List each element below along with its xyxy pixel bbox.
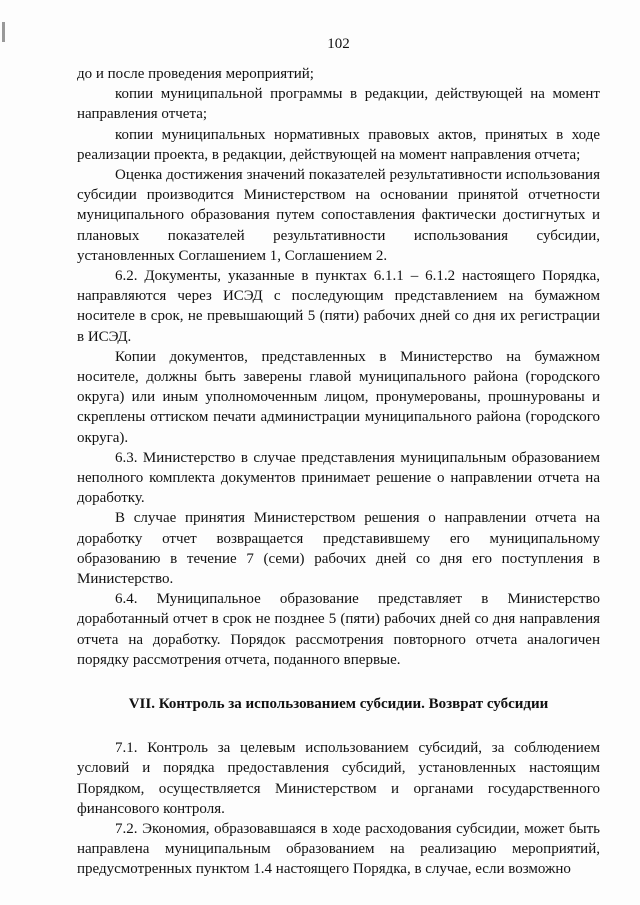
- document-body-top: [77, 64, 600, 670]
- scan-margin-mark: [2, 22, 5, 42]
- paragraph: 6.3. Министерство в случае представления муниципальным образованием неполного комплекта документов принимает решение о направлении отчета на доработку.: [77, 449, 600, 507]
- paragraph: 7.2. Экономия, образовавшаяся в ходе расходования субсидии, может быть направлена муниципальным образованием на реализацию мероприятий, предусмотренных пунктом 1.4 настоящего Порядка, в случае, если возможно: [77, 820, 600, 878]
- page-number: 102: [327, 36, 350, 52]
- paragraph: 7.1. Контроль за целевым использованием субсидий, за соблюдением условий и порядка предоставления субсидий, установленных настоящим Порядком, осуществляется Министерством и органами государственного финансового контроля.: [77, 740, 600, 817]
- paragraph: 6.4. Муниципальное образование представляет в Министерство доработанный отчет в срок не позднее 5 (пяти) рабочих дней со дня направления отчета на доработку. Порядок рассмотрения повторного отчета аналогичен порядку рассмотрения отчета, поданного впервые.: [77, 591, 600, 668]
- paragraph: 6.2. Документы, указанные в пунктах 6.1.1 – 6.1.2 настоящего Порядка, направляются через ИСЭД с последующим представлением на бумажном носителе в срок, не превышающий 5 (пяти) рабочих дней со дня их регистрации в ИСЭД.: [77, 268, 600, 345]
- paragraph: копии муниципальных нормативных правовых актов, принятых в ходе реализации проекта, в редакции, действующей на момент направления отчета;: [77, 126, 600, 163]
- paragraph: Оценка достижения значений показателей результативности использования субсидии производится Министерством на основании принятой отчетности муниципального образования путем сопоставления фактически достигнутых и плановых показателей результативности использования субсидии, установленных Соглашением 1, Соглашением 2.: [77, 167, 600, 264]
- paragraph: копии муниципальной программы в редакции, действующей на момент направления отчета;: [77, 86, 600, 123]
- section-heading: VII. Контроль за использованием субсидии. Возврат субсидии: [128, 696, 549, 713]
- paragraph: до и после проведения мероприятий;: [77, 66, 314, 82]
- paragraph: В случае принятия Министерством решения о направлении отчета на доработку отчет возвращается представившему его муниципальному образованию в течение 7 (семи) рабочих дней со дня его поступления в Министерство.: [77, 510, 600, 588]
- document-body-bottom: [77, 738, 600, 879]
- paragraph: Копии документов, представленных в Министерство на бумажном носителе, должны быть заверены главой муниципального района (городского округа) или иным уполномоченным лицом, пронумерованы, прошнурованы и скреплены оттиском печати администрации муниципального района (городского округа).: [77, 348, 600, 446]
